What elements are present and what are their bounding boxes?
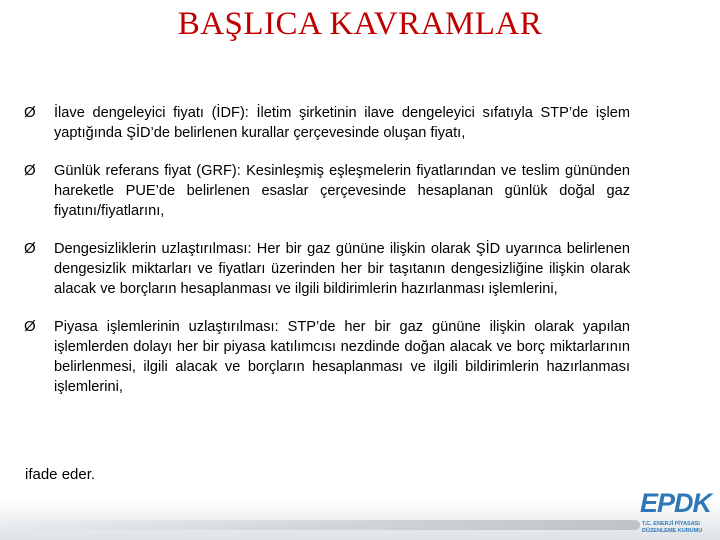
- list-item: [24, 317, 630, 397]
- list-item-text: Günlük referans fiyat (GRF): Kesinleşmiş eşleşmelerin fiyatlarından ve teslim gününden hareketle PUE’de belirlenen esaslar çerçevesinde hesaplanan günlük doğal gaz fiyatını/fiyatlarını,: [54, 163, 630, 219]
- logo-mark: EPDK: [640, 488, 712, 518]
- logo-subtitle-line1: T.C. ENERJİ PİYASASI: [642, 521, 700, 527]
- epdk-logo: [638, 488, 718, 538]
- list-item: [24, 161, 630, 221]
- arrow-bullet-icon: Ø: [24, 240, 36, 257]
- page-title: BAŞLICA KAVRAMLAR: [177, 6, 543, 42]
- arrow-bullet-icon: Ø: [24, 318, 36, 335]
- list-item-text: Piyasa işlemlerinin uzlaştırılması: STP’de her bir gaz gününe ilişkin olarak yapılan işlemlerden dolayı her bir piyasa katılımcısı nezdinde doğan alacak ve borç miktarlarının belirlenmesi, ilgili alacak ve borçların hesaplanması ve ilgili bildirimlerin hazırlanması işlemlerini,: [54, 319, 630, 395]
- list-item: [24, 239, 630, 299]
- bullet-list: [24, 103, 630, 397]
- list-item-text: İlave dengeleyici fiyatı (İDF): İletim şirketinin ilave dengeleyici sıfatıyla STP’de işlem yaptığında ŞİD’de belirlenen kurallar çerçevesinde oluşan fiyatı,: [54, 105, 630, 141]
- list-item-text: Dengesizliklerin uzlaştırılması: Her bir gaz gününe ilişkin olarak ŞİD uyarınca belirlenen dengesizlik miktarları ve fiyatları üzerinden her bir taşıtanın dengesizliğine ilişkin olarak alacak ve borçların hesaplanması ve ilgili bildirimlerin hazırlanması işlemlerini,: [54, 241, 630, 297]
- footer-divider: [0, 520, 640, 530]
- list-item: [24, 103, 630, 143]
- arrow-bullet-icon: Ø: [24, 162, 36, 179]
- closing-text: ifade eder.: [25, 466, 96, 483]
- arrow-bullet-icon: Ø: [24, 104, 36, 121]
- logo-subtitle-line2: DÜZENLEME KURUMU: [642, 528, 703, 534]
